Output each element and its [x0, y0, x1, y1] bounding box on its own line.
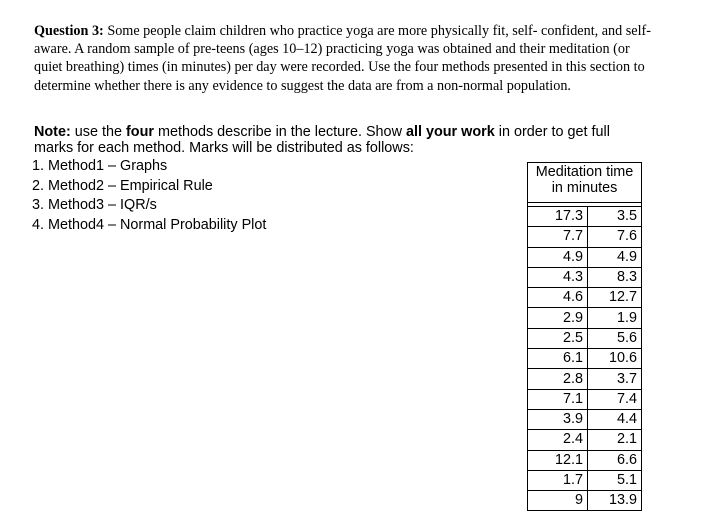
- methods-list: [32, 157, 266, 235]
- table-cell-col2: 10.6: [588, 349, 642, 369]
- note-text-3: in order to get full marks for each method. Marks will be distributed as follows:: [34, 124, 610, 156]
- table-cell-col1: 4.9: [528, 247, 588, 267]
- question-label: Question 3:: [34, 23, 104, 39]
- table-row: [528, 267, 642, 287]
- table-cell-col2: 2.1: [588, 430, 642, 450]
- table-cell-col1: 7.1: [528, 389, 588, 409]
- table-row: [528, 369, 642, 389]
- table-cell-col2: 4.9: [588, 247, 642, 267]
- method-item: 2. Method2 – Empirical Rule: [32, 177, 213, 194]
- table-cell-col2: 7.6: [588, 227, 642, 247]
- table-cell-col1: 2.4: [528, 430, 588, 450]
- table-row: [528, 328, 642, 348]
- note-paragraph: [34, 124, 644, 156]
- note-bold-all-your-work: all your work: [405, 124, 495, 140]
- table-cell-col2: 6.6: [588, 450, 642, 470]
- table-cell-col2: 5.1: [588, 470, 642, 490]
- table-cell-col1: 2.8: [528, 369, 588, 389]
- table-cell-col1: 9: [528, 491, 588, 511]
- table-row: [528, 207, 642, 227]
- table-cell-col1: 12.1: [528, 450, 588, 470]
- table-cell-col2: 12.7: [588, 288, 642, 308]
- table-cell-col2: 7.4: [588, 389, 642, 409]
- question-paragraph: [34, 22, 654, 95]
- table-row: [528, 349, 642, 369]
- table-row: [528, 491, 642, 511]
- table-row: [528, 430, 642, 450]
- table-cell-col1: 2.9: [528, 308, 588, 328]
- table-cell-col1: 17.3: [528, 207, 588, 227]
- table-cell-col1: 2.5: [528, 328, 588, 348]
- table-row: [528, 409, 642, 429]
- method-item: 4. Method4 – Normal Probability Plot: [32, 216, 267, 233]
- method-item: 3. Method3 – IQR/s: [32, 197, 157, 214]
- table-cell-col2: 5.6: [588, 328, 642, 348]
- table-cell-col2: 3.5: [588, 207, 642, 227]
- table-cell-col2: 8.3: [588, 267, 642, 287]
- table-row: [528, 288, 642, 308]
- table-header-line-2: in minutes: [551, 180, 618, 196]
- note-text-1: use the: [74, 124, 122, 140]
- table-row: [528, 470, 642, 490]
- table-cell-col1: 4.3: [528, 267, 588, 287]
- table-row: [528, 247, 642, 267]
- table-row: [528, 308, 642, 328]
- table-cell-col1: 1.7: [528, 470, 588, 490]
- table-header-line-1: Meditation time: [535, 164, 634, 180]
- table-cell-col1: 4.6: [528, 288, 588, 308]
- table-cell-col2: 1.9: [588, 308, 642, 328]
- table-row: [528, 389, 642, 409]
- note-text-2: methods describe in the lecture. Show: [157, 124, 402, 140]
- table-cell-col1: 6.1: [528, 349, 588, 369]
- question-text: Some people claim children who practice yoga are more physically fit, self- confident, and self-aware. A random sample of pre-teens (ages 10–12) practicing yoga was obtained and their meditation (or quiet breathing) times (in minutes) per day were recorded. Use the four methods presented in this section to determine whether there is any evidence to suggest the data are from a non-normal population.: [34, 23, 651, 94]
- table-body: [528, 203, 642, 511]
- method-item: 1. Method1 – Graphs: [32, 158, 168, 174]
- table-row: [528, 450, 642, 470]
- table-cell-col2: 3.7: [588, 369, 642, 389]
- table-cell-col1: 3.9: [528, 409, 588, 429]
- table-header: [528, 163, 642, 203]
- table-cell-col2: 13.9: [588, 491, 642, 511]
- note-bold-four: four: [126, 124, 154, 140]
- meditation-time-table: [527, 162, 642, 511]
- table-cell-col2: 4.4: [588, 409, 642, 429]
- note-label: Note:: [34, 124, 71, 140]
- table-cell-col1: 7.7: [528, 227, 588, 247]
- table-row: [528, 227, 642, 247]
